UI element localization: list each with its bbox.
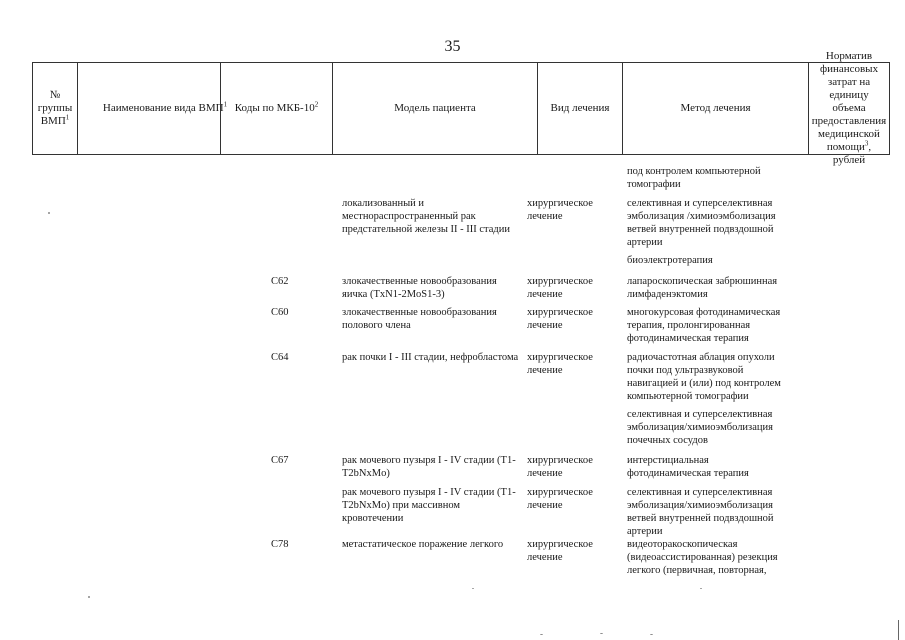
scan-speck	[472, 588, 474, 589]
table-header	[32, 50, 890, 166]
header-patient-model: Модель пациента	[332, 63, 537, 154]
header-vmp-name: Наименование вида ВМП$^1$	[77, 63, 252, 154]
header-treatment-method: Метод лечения	[622, 63, 808, 154]
scan-speck	[540, 634, 543, 635]
header-financial-norm: Норматив финансовых затрат на единицу объема предоставления медицинской помощи$^3$, рублей	[808, 63, 890, 154]
header-group-number: № группы ВМП$^1$	[32, 63, 77, 154]
scan-speck	[650, 634, 653, 635]
scan-speck	[88, 596, 90, 598]
scan-speck	[700, 588, 702, 589]
page-number: 35	[444, 38, 461, 55]
scan-speck	[48, 212, 50, 214]
header-treatment-kind: Вид лечения	[537, 63, 622, 154]
scan-speck	[600, 633, 603, 634]
header-mkb-codes: Коды по МКБ-$10^2$	[220, 63, 332, 154]
scan-edge-line	[898, 620, 899, 640]
